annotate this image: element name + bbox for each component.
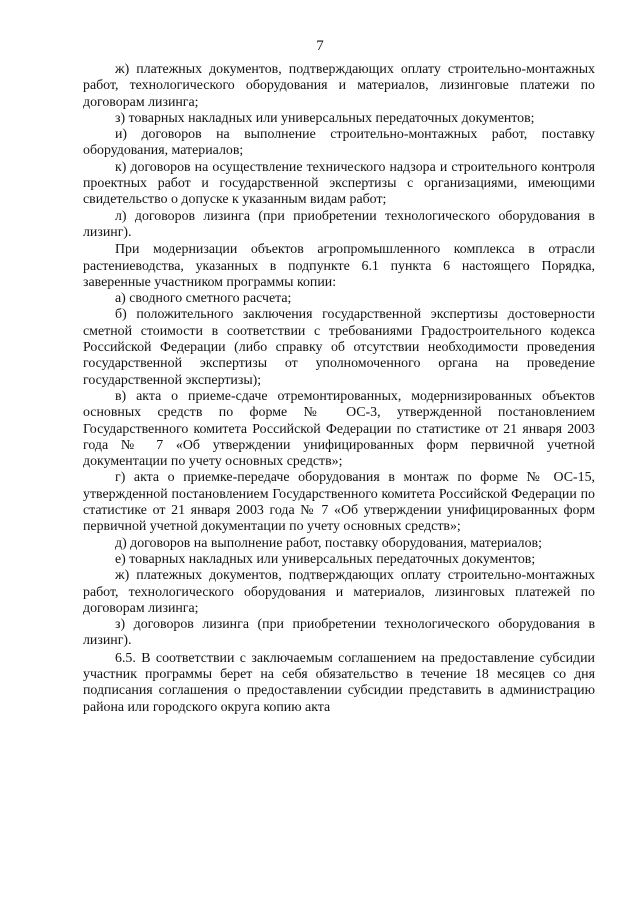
paragraph-i-construction-contracts: и) договоров на выполнение строительно-монтажных работ, поставку оборудования, материалов; — [83, 127, 595, 159]
paragraph-e-invoices: е) товарных накладных или универсальных передаточных документов; — [115, 551, 536, 567]
paragraph-z-invoices: з) товарных накладных или универсальных передаточных документов; — [115, 110, 535, 126]
paragraph-a-estimate: а) сводного сметного расчета; — [115, 291, 292, 307]
paragraph-d-contracts: д) договоров на выполнение работ, поставку оборудования, материалов; — [115, 535, 542, 551]
paragraph-modernization-intro: При модернизации объектов агропромышленного комплекса в отрасли растениеводства, указанных в подпункте 6.1 пункта 6 настоящего Порядка, заверенные участником программы копии: — [83, 242, 595, 290]
paragraph-z-leasing-contracts: з) договоров лизинга (при приобретении технологического оборудования в лизинг). — [83, 617, 595, 649]
paragraph-6-5-obligation: 6.5. В соответствии с заключаемым соглашением на предоставление субсидии участник программы берет на себя обязательство в течение 18 месяцев со дня подписания соглашения о предоставлении субсидии представить в администрацию района или городского округа копию акта — [83, 650, 595, 715]
document-body — [83, 62, 595, 716]
paragraph-v-act-os3: в) акта о приеме-сдаче отремонтированных, модернизированных объектов основных средств по форме № ОС-3, утвержденной постановлением Государственного комитета Российской Федерации по статистике от 21 января 2003 года № 7 «Об утверждении унифицированных форм первичной учетной документации по учету основных средств»; — [83, 388, 595, 470]
paragraph-l-leasing-contracts: л) договоров лизинга (при приобретении технологического оборудования в лизинг). — [83, 208, 595, 240]
paragraph-b-expertise-conclusion: б) положительного заключения государственной экспертизы достоверности сметной стоимости в соответствии с требованиями Градостроительного кодекса Российской Федерации (либо справку об отсутствии необходимости проведения государственной экспертизы от уполномоченного органа на проведение государственной экспертизы); — [83, 307, 595, 388]
paragraph-zh-payment-documents: ж) платежных документов, подтверждающих оплату строительно-монтажных работ, технологического оборудования и материалов, лизинговые платежи по договорам лизинга; — [83, 62, 595, 110]
page-number: 7 — [316, 38, 324, 54]
paragraph-k-supervision-contracts: к) договоров на осуществление технического надзора и строительного контроля проектных работ и государственной экспертизы с организациями, имеющими свидетельство о допуске к указанным видам работ; — [83, 159, 595, 208]
paragraph-zh-payment-documents-2: ж) платежных документов, подтверждающих оплату строительно-монтажных работ, технологического оборудования и материалов, лизинговых платежей по договорам лизинга; — [83, 568, 595, 616]
paragraph-g-act-os15: г) акта о приемке-передаче оборудования в монтаж по форме № ОС-15, утвержденной постановлением Государственного комитета Российской Федерации по статистике от 21 января 2003 года № 7 «Об утверждении унифицированных форм первичной учетной документации по учету основных средств»; — [83, 470, 595, 535]
